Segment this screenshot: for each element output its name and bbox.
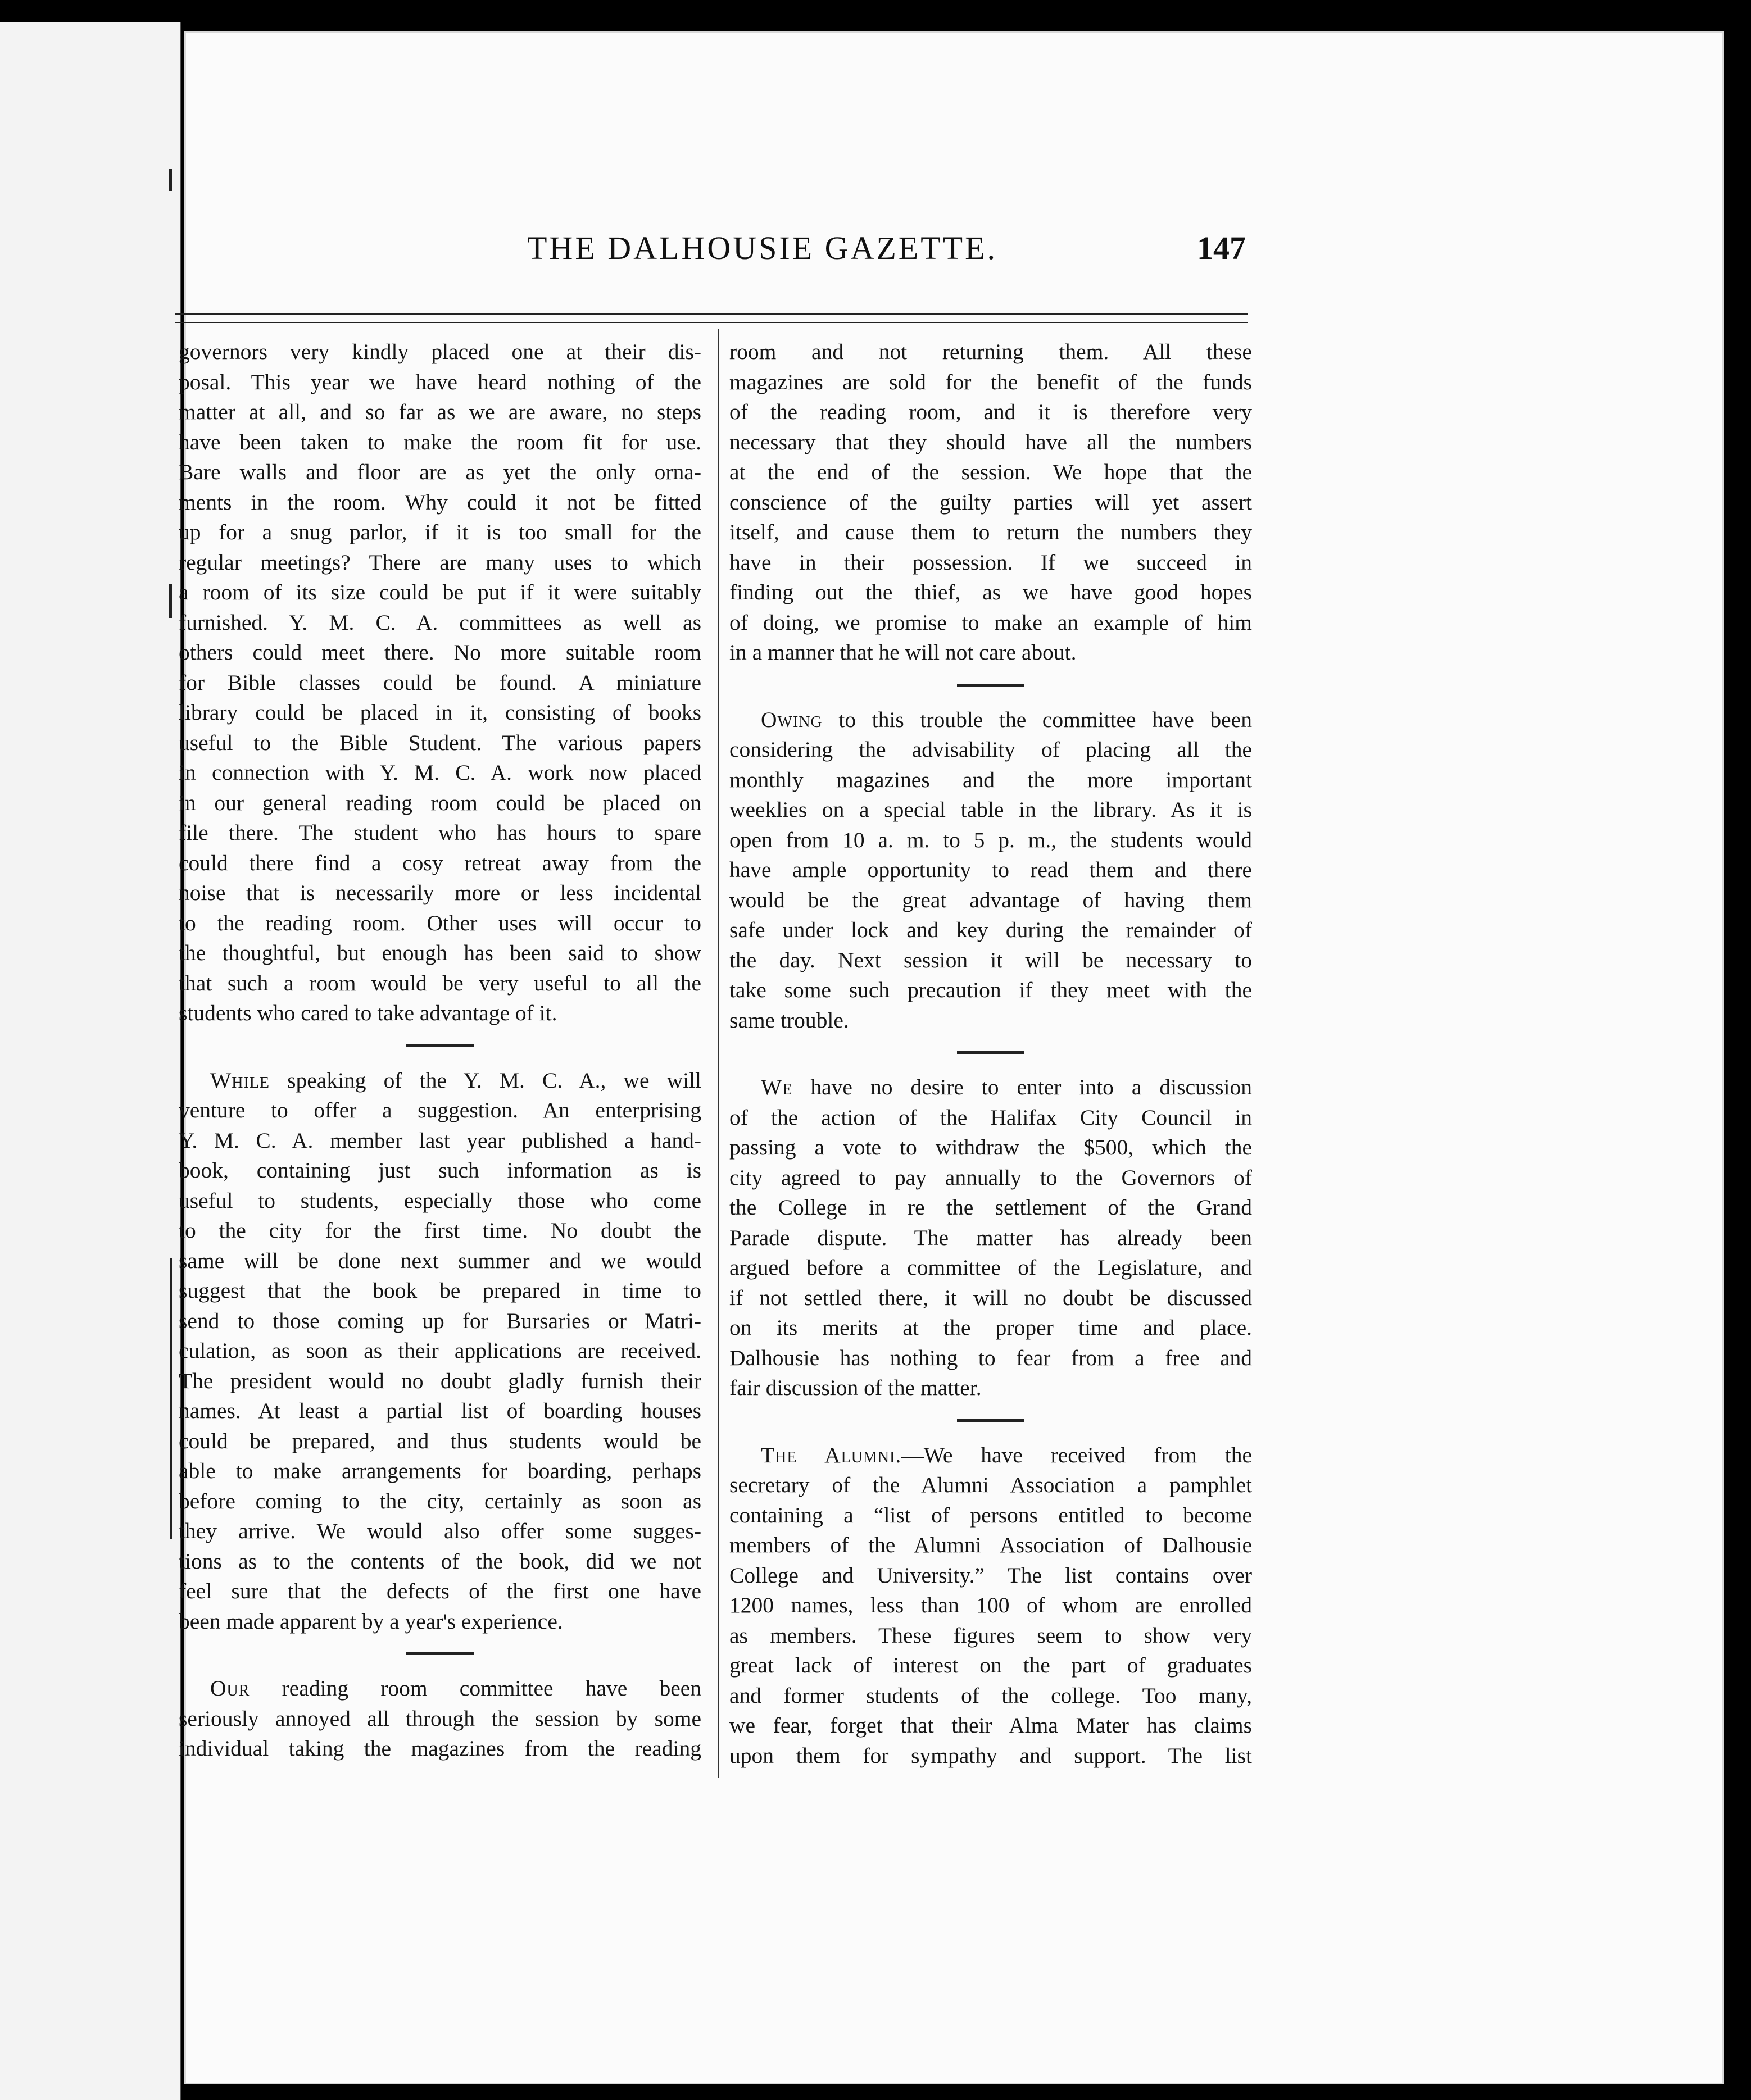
text-line: and former students of the college. Too many,: [729, 1683, 1252, 1708]
text-line: of the action of the Halifax City Council in: [729, 1104, 1252, 1130]
text-line: culation, as soon as their applications are received.: [179, 1338, 701, 1363]
text-line: others could meet there. No more suitable room: [179, 640, 701, 665]
text-line: in our general reading room could be placed on: [179, 790, 701, 815]
text-line: [179, 1066, 701, 1096]
text-line: conscience of the guilty parties will yet assert: [729, 489, 1252, 515]
text-line: posal. This year we have heard nothing of the: [179, 369, 701, 394]
text-line: the thoughtful, but enough has been said to show: [179, 940, 701, 965]
text-line: that such a room would be very useful to all the: [179, 970, 701, 996]
text-line: furnished. Y. M. C. A. committees as well as: [179, 610, 701, 635]
text-line: at the end of the session. We hope that the: [729, 460, 1252, 484]
text-line: able to make arrangements for boarding, perhaps: [179, 1458, 701, 1483]
text-line: suggest that the book be prepared in time to: [179, 1278, 701, 1303]
section-gap: [179, 1029, 701, 1066]
text-line: Y. M. C. A. member last year published a hand-: [179, 1128, 701, 1153]
text-line: useful to students, especially those who come: [179, 1188, 701, 1213]
lead-line-rest: reading room committee have been: [282, 1676, 701, 1701]
text-line: in connection with Y. M. C. A. work now placed: [179, 760, 701, 785]
text-line: useful to the Bible Student. The various papers: [179, 730, 701, 755]
text-line: we fear, forget that their Alma Mater has claims: [729, 1713, 1252, 1738]
text-line: considering the advisability of placing all the: [729, 737, 1252, 762]
text-line: a room of its size could be put if it were suitably: [179, 580, 701, 604]
text-line: send to those coming up for Bursaries or Matri-: [179, 1308, 701, 1333]
edge-mark: [169, 169, 172, 191]
text-line: could be prepared, and thus students would be: [179, 1428, 701, 1453]
text-line: students who cared to take advantage of it.: [179, 1001, 557, 1025]
text-line: weeklies on a special table in the library. As it is: [729, 797, 1252, 822]
section-gap: [729, 1403, 1252, 1440]
section-gap: [179, 1637, 701, 1674]
lead-line-rest: speaking of the Y. M. C. A., we will: [287, 1067, 701, 1093]
paragraph-lead: While: [210, 1067, 270, 1093]
paragraph-handbook-suggestion: [179, 1066, 701, 1637]
text-line: seriously annoyed all through the session by some: [179, 1706, 701, 1731]
text-line: as members. These figures seem to show very: [729, 1622, 1252, 1648]
text-line: the College in re the settlement of the Grand: [729, 1195, 1252, 1220]
text-line: they arrive. We would also offer some sugges-: [179, 1519, 701, 1543]
text-line: itself, and cause them to return the numbers they: [729, 520, 1252, 544]
text-line: noise that is necessarily more or less incidental: [179, 880, 701, 905]
paragraph-lead: We: [761, 1075, 793, 1099]
text-line: Bare walls and floor are as yet the only orna-: [179, 460, 701, 484]
text-line: on its merits at the proper time and place.: [729, 1315, 1252, 1340]
edge-mark: [170, 1258, 172, 1539]
lead-line-rest: have no desire to enter into a discussion: [810, 1075, 1252, 1099]
text-line: safe under lock and key during the remainder of: [729, 917, 1252, 942]
page-header: [0, 229, 1751, 285]
paragraph-library-table: [729, 705, 1252, 1036]
text-line: before coming to the city, certainly as soon as: [179, 1488, 701, 1513]
paragraph-reading-room: [179, 1674, 701, 1764]
paragraph-lead: The Alumni.: [761, 1442, 902, 1467]
text-line: containing a “list of persons entitled to become: [729, 1502, 1252, 1528]
section-separator-rule: [406, 1652, 474, 1655]
facing-page-edge: [0, 22, 181, 2100]
text-line: for Bible classes could be found. A miniature: [179, 670, 701, 695]
text-line: upon them for sympathy and support. The list: [729, 1743, 1252, 1768]
section-separator-rule: [957, 1419, 1024, 1422]
text-line: same trouble.: [729, 1007, 849, 1033]
text-line: feel sure that the defects of the first one have: [179, 1579, 701, 1603]
text-line: open from 10 a. m. to 5 p. m., the students would: [729, 827, 1252, 852]
text-line: The president would no doubt gladly furnish their: [179, 1368, 701, 1393]
text-line: file there. The student who has hours to spare: [179, 820, 701, 845]
text-line: governors very kindly placed one at their dis-: [179, 339, 701, 364]
text-line: the day. Next session it will be necessary to: [729, 947, 1252, 972]
text-line: could there find a cosy retreat away from the: [179, 850, 701, 875]
text-line: tions as to the contents of the book, did we not: [179, 1548, 701, 1574]
text-line: would be the great advantage of having them: [729, 887, 1252, 912]
paragraph-lead: Our: [210, 1676, 250, 1701]
text-line: to the reading room. Other uses will occur to: [179, 910, 701, 935]
text-line: [179, 1674, 701, 1704]
text-line: College and University.” The list contains over: [729, 1562, 1252, 1588]
text-line: individual taking the magazines from the reading: [179, 1736, 701, 1761]
paragraph-magazines: [729, 337, 1252, 668]
running-title: THE DALHOUSIE GAZETTE.: [527, 230, 998, 266]
section-separator-rule: [957, 684, 1024, 687]
text-line: names. At least a partial list of boarding houses: [179, 1398, 701, 1423]
text-line: in a manner that he will not care about.: [729, 640, 1077, 665]
paragraph-city-council: [729, 1072, 1252, 1403]
text-line: to the city for the first time. No doubt the: [179, 1218, 701, 1243]
section-separator-rule: [957, 1051, 1024, 1054]
right-column: [729, 337, 1252, 1771]
text-line: library could be placed in it, consisting of books: [179, 700, 701, 725]
text-line: city agreed to pay annually to the Governors of: [729, 1165, 1252, 1190]
text-line: have been taken to make the room fit for use.: [179, 429, 701, 454]
section-gap: [729, 668, 1252, 705]
text-line: [729, 705, 1252, 735]
paragraph-room-use: [179, 337, 701, 1029]
paragraph-lead: Owing: [761, 707, 823, 732]
text-line: been made apparent by a year's experience.: [179, 1608, 563, 1634]
text-line: monthly magazines and the more important: [729, 767, 1252, 792]
text-line: passing a vote to withdraw the $500, which the: [729, 1135, 1252, 1160]
text-line: up for a snug parlor, if it is too small for the: [179, 520, 701, 544]
text-line: magazines are sold for the benefit of the funds: [729, 369, 1252, 394]
text-line: regular meetings? There are many uses to which: [179, 549, 701, 575]
text-line: great lack of interest on the part of graduates: [729, 1653, 1252, 1678]
text-line: members of the Alumni Association of Dalhousie: [729, 1533, 1252, 1557]
text-line: finding out the thief, as we have good hopes: [729, 580, 1252, 604]
section-gap: [729, 1035, 1252, 1072]
column-divider: [718, 329, 719, 1778]
text-line: [729, 1072, 1252, 1103]
paragraph-alumni: [729, 1440, 1252, 1771]
text-line: Parade dispute. The matter has already been: [729, 1225, 1252, 1250]
text-line: of the reading room, and it is therefore very: [729, 399, 1252, 424]
text-line: Dalhousie has nothing to fear from a free and: [729, 1345, 1252, 1370]
text-line: matter at all, and so far as we are aware, no steps: [179, 399, 701, 424]
page-number: 147: [1197, 230, 1246, 266]
edge-mark: [169, 584, 172, 618]
text-line: if not settled there, it will no doubt be discussed: [729, 1285, 1252, 1310]
text-line: necessary that they should have all the numbers: [729, 429, 1252, 454]
text-line: have in their possession. If we succeed in: [729, 549, 1252, 575]
text-line: same will be done next summer and we would: [179, 1248, 701, 1273]
lead-line-rest: to this trouble the committee have been: [838, 707, 1252, 732]
text-line: room and not returning them. All these: [729, 339, 1252, 364]
lead-line-rest: —We have received from the: [901, 1442, 1252, 1467]
text-line: venture to offer a suggestion. An enterprising: [179, 1098, 701, 1122]
text-line: secretary of the Alumni Association a pamphlet: [729, 1472, 1252, 1497]
text-line: of doing, we promise to make an example of him: [729, 610, 1252, 635]
text-line: [729, 1440, 1252, 1471]
header-double-rule: [175, 313, 1248, 323]
text-line: fair discussion of the matter.: [729, 1375, 982, 1400]
left-column: [179, 337, 701, 1764]
text-line: take some such precaution if they meet with the: [729, 978, 1252, 1002]
text-line: argued before a committee of the Legislature, and: [729, 1255, 1252, 1280]
text-line: book, containing just such information as is: [179, 1158, 701, 1183]
text-line: ments in the room. Why could it not be fitted: [179, 489, 701, 515]
text-line: 1200 names, less than 100 of whom are enrolled: [729, 1593, 1252, 1617]
text-line: have ample opportunity to read them and there: [729, 857, 1252, 882]
section-separator-rule: [406, 1044, 474, 1047]
